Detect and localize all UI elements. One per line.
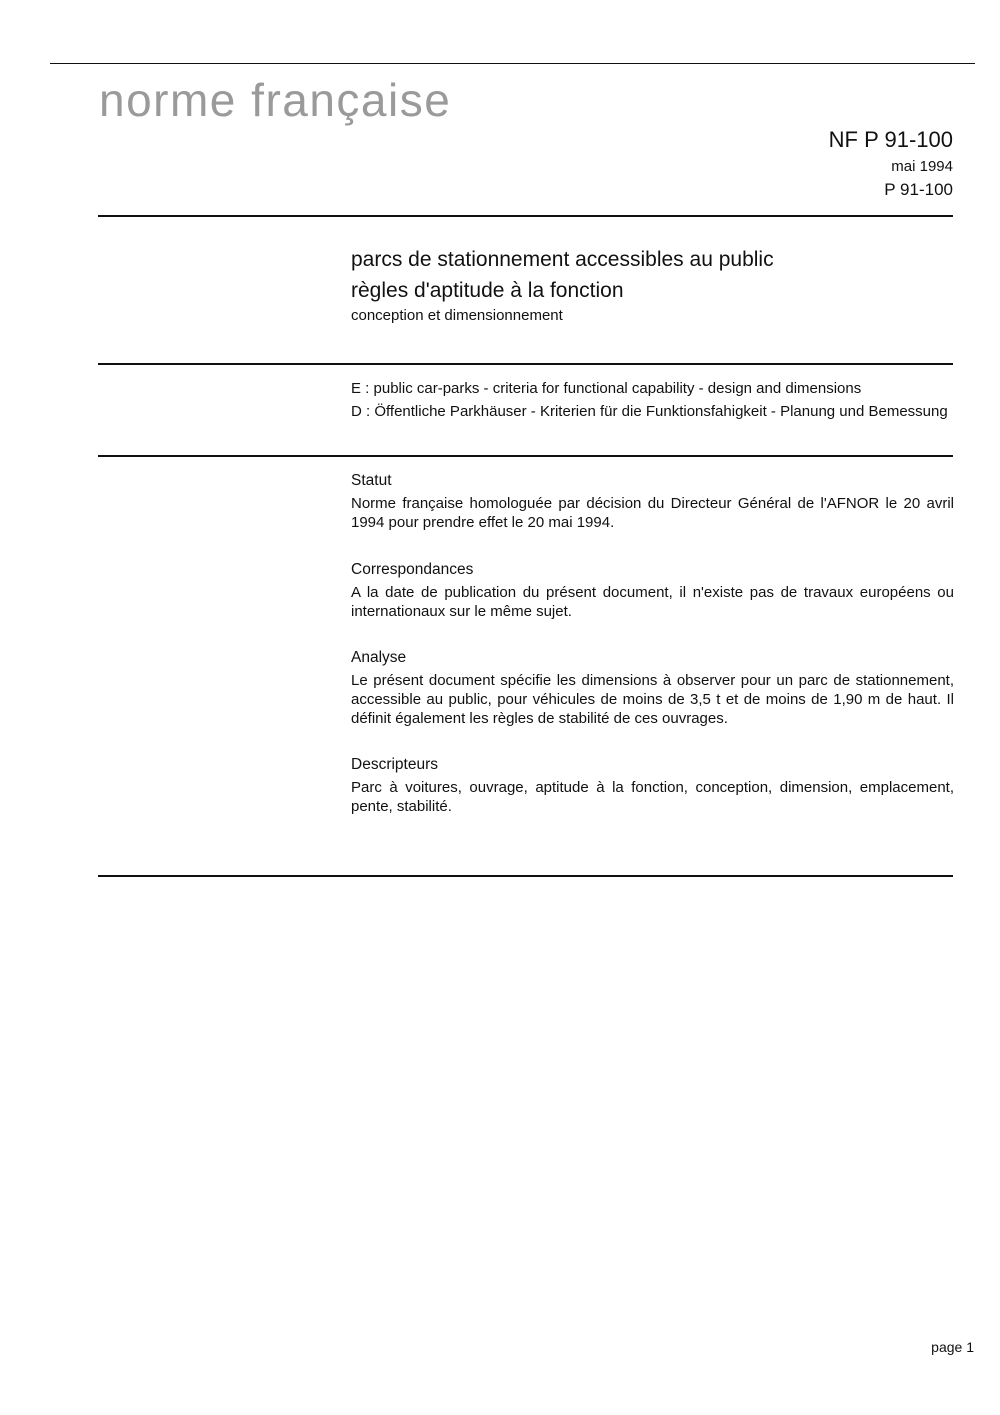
document-title-line-2: règles d'aptitude à la fonction: [351, 279, 624, 302]
section-heading: Statut: [351, 472, 392, 489]
header-divider: [98, 215, 953, 217]
page-number: page 1: [931, 1339, 974, 1355]
document-title-block: [351, 244, 954, 326]
translations-divider: [98, 455, 953, 457]
bottom-divider: [98, 875, 953, 877]
publication-date: mai 1994: [891, 158, 953, 175]
document-title-line-1: parcs de stationnement accessibles au public: [351, 248, 774, 271]
translations-block: [351, 379, 954, 425]
section-heading: Correspondances: [351, 561, 474, 578]
classification-index: P 91-100: [884, 180, 953, 199]
german-title: D : Öffentliche Parkhäuser - Kriterien für die Funktionsfahigkeit - Planung und Bemessung: [351, 403, 948, 420]
section-analyse: [351, 648, 954, 728]
standard-reference: NF P 91-100: [828, 127, 953, 152]
section-body: Le présent document spécifie les dimensions à observer pour un parc de stationnement, accessible au public, pour véhicules de moins de 3,5 t et de moins de 1,90 m de haut. Il définit également les règles de stabilité de ces ouvrages.: [351, 672, 954, 727]
section-heading: Descripteurs: [351, 756, 438, 773]
title-divider: [98, 363, 953, 365]
section-body: Parc à voitures, ouvrage, aptitude à la fonction, conception, dimension, emplacement, pente, stabilité.: [351, 779, 954, 815]
brand-title: norme française: [99, 74, 452, 126]
top-rule: [50, 63, 975, 64]
english-title: E : public car-parks - criteria for functional capability - design and dimensions: [351, 380, 862, 397]
section-body: Norme française homologuée par décision du Directeur Général de l'AFNOR le 20 avril 1994 pour prendre effet le 20 mai 1994.: [351, 495, 954, 531]
section-statut: [351, 471, 954, 532]
document-subtitle: conception et dimensionnement: [351, 307, 563, 324]
section-correspondances: [351, 560, 954, 621]
section-body: A la date de publication du présent document, il n'existe pas de travaux européens ou internationaux sur le même sujet.: [351, 584, 954, 620]
section-heading: Analyse: [351, 649, 407, 666]
section-descripteurs: [351, 755, 954, 816]
